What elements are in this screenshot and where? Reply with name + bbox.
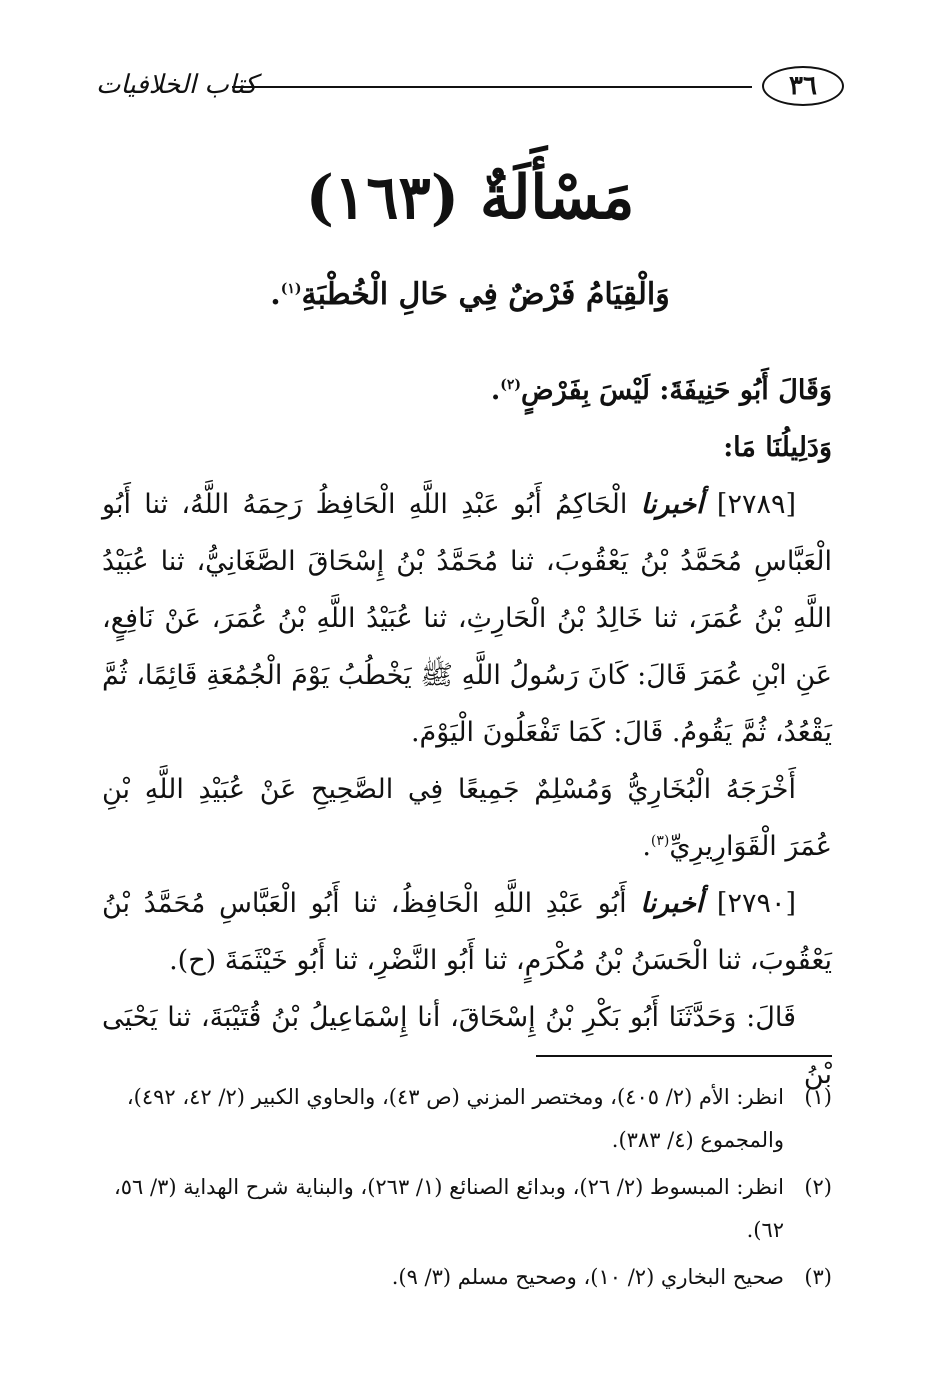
page-number: ٣٦	[762, 66, 844, 106]
issue-title: مَسْأَلَةٌ (١٦٣)	[305, 163, 635, 233]
hadith-2789	[102, 476, 832, 761]
hadith-number: [٢٧٨٩]	[716, 489, 796, 520]
footnote-text: انظر: المبسوط (٢/ ٢٦)، وبدائع الصنائع (١/ ٢٦٣)، والبناية شرح الهداية (٣/ ٥٦، ٦٢).	[113, 1175, 784, 1242]
footnote-item	[102, 1076, 832, 1162]
opinion-text: وَقَالَ أَبُو حَنِيفَةَ: لَيْسَ بِفَرْضٍ	[521, 375, 832, 406]
footnote-number: (٣)	[804, 1265, 832, 1289]
subtitle-text: وَالْقِيَامُ فَرْضٌ فِي حَالِ الْخُطْبَةِ	[301, 277, 670, 312]
issue-subtitle: وَالْقِيَامُ فَرْضٌ فِي حَالِ الْخُطْبَةِ$^{(١)}$.	[270, 277, 670, 312]
footnote-ref: (٢)	[500, 377, 522, 393]
footnote-number: (٢)	[804, 1175, 832, 1199]
takhrij-end: .	[642, 831, 651, 862]
footnote-text: صحيح البخاري (٢/ ١٠)، وصحيح مسلم (٣/ ٩).	[391, 1265, 784, 1289]
header-rule	[232, 86, 752, 88]
footnotes	[102, 1076, 832, 1303]
takhrij-note	[102, 761, 832, 875]
footnote-separator	[536, 1055, 832, 1057]
takhrij-text: أَخْرَجَهُ الْبُخَارِيُّ وَمُسْلِمٌ جَمِيعًا فِي الصَّحِيحِ عَنْ عُبَيْدِ اللَّهِ بْنِ عُمَرَ الْقَوَارِيرِيِّ	[102, 774, 832, 862]
running-header	[96, 66, 844, 112]
abu-hanifa-opinion	[102, 362, 832, 419]
footnote-item	[102, 1166, 832, 1252]
footnote-text: انظر: الأم (٢/ ٤٠٥)، ومختصر المزني (ص ٤٣)، والحاوي الكبير (٢/ ٤٢، ٤٩٢)، والمجموع (٤/ ٣٨٣).	[126, 1085, 784, 1152]
footnote-ref: (٣)	[650, 833, 670, 849]
hadith-2790	[102, 875, 832, 989]
opinion-end: .	[490, 375, 501, 406]
footnote-ref: (١)	[280, 281, 302, 297]
footnote-number: (١)	[804, 1085, 832, 1109]
continuation-line: قَالَ: وَحَدَّثَنَا أَبُو بَكْرِ بْنُ إِسْحَاقَ، أنا إِسْمَاعِيلُ بْنُ قُتَيْبَةَ، ثنا يَحْيَى بْنُ	[102, 1002, 832, 1090]
akhbarana-label: أخبرنا	[640, 489, 704, 520]
footnote-item	[102, 1256, 832, 1299]
akhbarana-label: أخبرنا	[640, 888, 704, 919]
main-text	[102, 362, 832, 1103]
hadith-text: الْحَاكِمُ أَبُو عَبْدِ اللَّهِ الْحَافِظُ رَحِمَهُ اللَّهُ، ثنا أَبُو الْعَبَّاسِ مُحَمَّدُ بْنُ يَعْقُوبَ، ثنا مُحَمَّدُ بْنُ إِسْحَاقَ الصَّغَانِيُّ، ثنا عُبَيْدُ اللَّهِ بْنُ عُمَرَ، ثنا خَالِدُ بْنُ الْحَارِثِ، ثنا عُبَيْدُ اللَّهِ بْنُ عُمَرَ، عَنْ نَافِعٍ، عَنِ ابْنِ عُمَرَ قَالَ: كَانَ رَسُولُ اللَّهِ ﷺ يَخْطُبُ يَوْمَ الْجُمُعَةِ قَائِمًا، ثُمَّ يَقْعُدُ، ثُمَّ يَقُومُ. قَالَ: كَمَا تَفْعَلُونَ الْيَوْمَ.	[102, 489, 832, 748]
hadith-number: [٢٧٩٠]	[716, 888, 796, 919]
evidence-intro: وَدَلِيلُنَا مَا:	[723, 432, 832, 463]
book-title: كتاب الخلافيات	[96, 70, 258, 100]
hadith-text: أَبُو عَبْدِ اللَّهِ الْحَافِظُ، ثنا أَبُو الْعَبَّاسِ مُحَمَّدُ بْنُ يَعْقُوبَ، ثنا الْحَسَنُ بْنُ مُكْرَمٍ، ثنا أَبُو النَّضْرِ، ثنا أَبُو خَيْثَمَةَ (ح).	[102, 888, 832, 976]
